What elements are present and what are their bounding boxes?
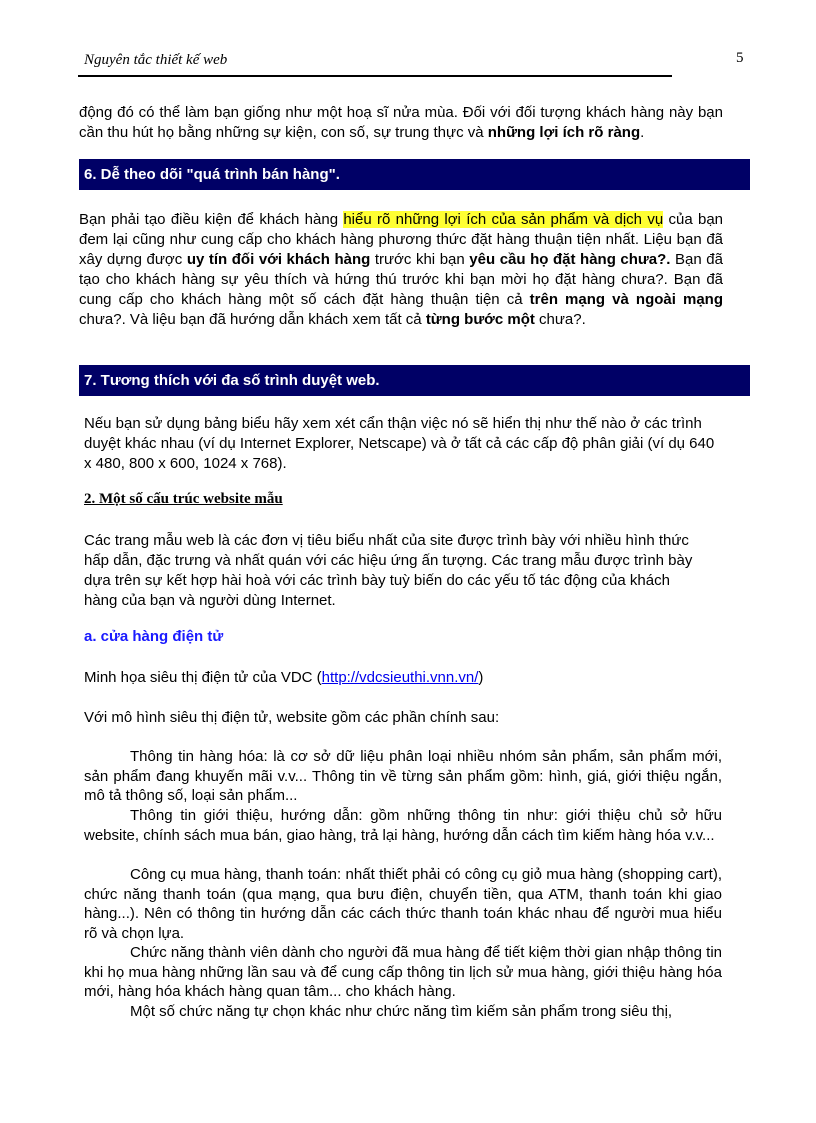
intro-text-end: . bbox=[640, 124, 645, 141]
list-item-intro-guide: Thông tin giới thiệu, hướng dẫn: gồm những thông tin như: giới thiệu chủ sở hữu website, chính sách mua bán, giao hàng, trả lại hàng, hướng dẫn cách tìm kiếm hàng hóa v.v... bbox=[84, 807, 722, 844]
list-item-shopping-payment: Công cụ mua hàng, thanh toán: nhất thiết phải có công cụ giỏ mua hàng (shopping cart), chức năng thanh toán (qua mạng, qua bưu điện, chuyển tiền, qua ATM, thanh toán khi giao hàng...). Nên có thông tin hướng dẫn các cách thức thanh toán khác nhau để người mua hiểu rõ và chọn lựa. bbox=[84, 866, 722, 942]
intro-bold: những lợi ích rõ ràng bbox=[487, 124, 641, 141]
caption-text: Minh họa siêu thị điện tử của VDC ( bbox=[84, 669, 322, 686]
intro-text: động đó có thể làm bạn giống như một hoạ sĩ nửa mùa. Đối với đối tượng khách hàng này bạn cần thu hút họ bằng những sự kiện, con số, sự trung thực và bbox=[79, 104, 723, 141]
running-header-title: Nguyên tắc thiết kế web bbox=[84, 52, 228, 68]
section-6-paragraph bbox=[79, 210, 723, 330]
s6-text: của bạn đem lại cũng như cung cấp cho khách hàng phương thức đặt hàng thuận tiện nhất. Liệu bạn đã xây dựng được bbox=[79, 211, 724, 268]
section-7-heading: 7. Tương thích với đa số trình duyệt web. bbox=[79, 365, 750, 396]
s6-bold: trên mạng và ngoài mạng bbox=[529, 291, 723, 308]
vdc-caption bbox=[84, 668, 704, 688]
s6-bold: uy tín đối với khách hàng bbox=[186, 251, 371, 268]
list-item-optional-functions: Một số chức năng tự chọn khác như chức năng tìm kiếm sản phẩm trong siêu thị, bbox=[130, 1003, 673, 1020]
list-item-membership: Chức năng thành viên dành cho người đã mua hàng để tiết kiệm thời gian nhập thông tin khi họ mua hàng những lần sau và để cung cấp thông tin lịch sử mua hàng, giới thiệu hàng hóa mới, hàng hóa khách hàng quan tâm... cho khách hàng. bbox=[84, 944, 722, 1001]
list-item-goods-info: Thông tin hàng hóa: là cơ sở dữ liệu phân loại nhiều nhóm sản phẩm, sản phẩm mới, sản phẩm đang khuyến mãi v.v... Thông tin về từng sản phẩm gồm: hình, giá, giới thiệu ngắn, mô tả thông số, loại sản phẩm... bbox=[84, 748, 722, 805]
s6-text: chưa?. bbox=[534, 311, 586, 328]
part-2-heading: 2. Một số cấu trúc website mẫu bbox=[84, 491, 283, 507]
s6-text: Bạn đã tạo cho khách hàng sự yêu thích và hứng thú trước khi bạn mời họ đặt hàng chưa?. Bạn đã cung cấp cho khách hàng một số cách đặt hàng thuận tiện cả bbox=[79, 251, 723, 308]
section-6-heading: 6. Dễ theo dõi "quá trình bán hàng". bbox=[79, 159, 750, 190]
s6-bold: từng bước một bbox=[425, 311, 535, 328]
intro-paragraph bbox=[79, 103, 723, 143]
s6-highlight: hiểu rõ những lợi ích của sản phẩm và dịch vụ bbox=[343, 211, 664, 228]
section-7-paragraph: Nếu bạn sử dụng bảng biểu hãy xem xét cẩn thận việc nó sẽ hiển thị như thế nào ở các trình duyệt khác nhau (ví dụ Internet Explorer, Netscape) và ở tất cả các cấp độ phân giải (ví dụ 640 x 480, 800 x 600, 1024 x 768). bbox=[84, 415, 715, 472]
caption-text-end: ) bbox=[478, 669, 484, 686]
s6-text: chưa?. Và liệu bạn đã hướng dẫn khách xem tất cả bbox=[79, 311, 426, 328]
s6-text: Bạn phải tạo điều kiện để khách hàng bbox=[79, 211, 344, 228]
part-2-paragraph: Các trang mẫu web là các đơn vị tiêu biểu nhất của site được trình bày với nhiều hình thức hấp dẫn, đặc trưng và nhất quán với các hiệu ứng ấn tượng. Các trang mẫu được trình bày dựa trên sự kết hợp hài hoà với các trình bày tuỳ biến do các yếu tố tác động của khách hàng của bạn và người dùng Internet. bbox=[84, 532, 693, 609]
subsection-a-heading: a. cửa hàng điện tử bbox=[84, 628, 224, 645]
header-rule bbox=[78, 75, 672, 77]
s6-bold: yêu cầu họ đặt hàng chưa?. bbox=[469, 251, 671, 268]
s6-text: trước khi bạn bbox=[370, 251, 470, 268]
model-intro: Với mô hình siêu thị điện tử, website gồm các phần chính sau: bbox=[84, 709, 500, 726]
page-number: 5 bbox=[736, 50, 744, 66]
vdc-link[interactable]: http://vdcsieuthi.vnn.vn/ bbox=[321, 669, 479, 686]
